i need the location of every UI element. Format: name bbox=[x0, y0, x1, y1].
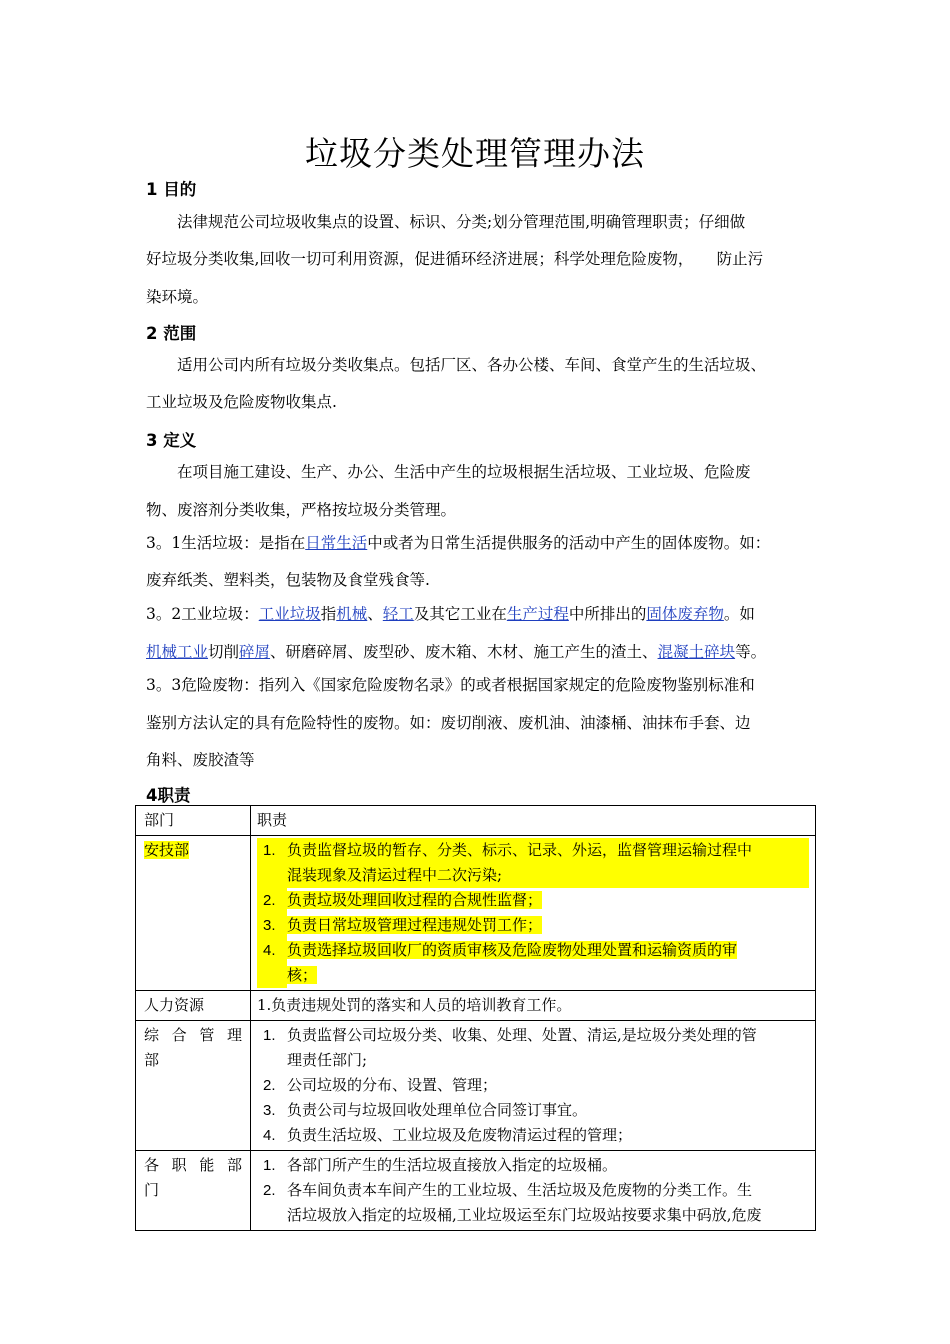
text: 切削 bbox=[208, 643, 240, 661]
table-row bbox=[136, 836, 816, 991]
section-3-line-2: 物、废溶剂分类收集，严格按垃圾分类管理。 bbox=[146, 501, 457, 519]
definition-3-3-line-3: 角料、废胶渣等 bbox=[146, 751, 255, 769]
line-1: 负责选择垃圾回收厂的资质审核及危险废物处理处置和运输资质的审 bbox=[287, 941, 738, 959]
list-number: 1. bbox=[263, 842, 276, 859]
definition-3-1-line-1 bbox=[146, 524, 826, 562]
list-item bbox=[257, 1123, 809, 1148]
definition-3-2-line-1 bbox=[146, 595, 826, 633]
list-text bbox=[287, 1178, 809, 1228]
list-number: 2. bbox=[263, 1077, 276, 1094]
section-2-heading: 2 范围 bbox=[146, 324, 197, 343]
table-row bbox=[136, 1151, 816, 1231]
duty-cell: 1.负责违规处罚的落实和人员的培训教育工作。 bbox=[251, 991, 816, 1021]
dept-cell bbox=[136, 1151, 251, 1231]
list-text: 公司垃圾的分布、设置、管理； bbox=[287, 1076, 498, 1094]
definition-3-1-prefix: 3。1生活垃圾：是指在 bbox=[146, 534, 306, 552]
list-text bbox=[287, 888, 809, 913]
text: 指 bbox=[320, 605, 337, 623]
list-item bbox=[257, 938, 809, 988]
text: 、 bbox=[367, 605, 383, 623]
list-text bbox=[287, 838, 809, 888]
duty-cell bbox=[251, 1021, 816, 1151]
text: 等。 bbox=[735, 643, 767, 661]
line-2: 活垃圾放入指定的垃圾桶,工业垃圾运至东门垃圾站按要求集中码放,危废 bbox=[287, 1206, 762, 1224]
link-concrete-fragments[interactable]: 混凝土碎块 bbox=[657, 643, 736, 661]
list-number: 2. bbox=[263, 1182, 276, 1199]
dept-name-line-1: 各职能部 bbox=[144, 1156, 242, 1174]
line-2: 理责任部门; bbox=[287, 1051, 368, 1069]
text: 、研磨碎屑、废型砂、废木箱、木材、施工产生的渣土、 bbox=[270, 643, 658, 661]
section-1-line-2: 好垃圾分类收集,回收一切可利用资源，促进循环经济进展；科学处理危险废物， 防止污 bbox=[146, 250, 764, 268]
table-header-row bbox=[136, 806, 816, 836]
link-light-industry[interactable]: 轻工 bbox=[382, 605, 414, 623]
line-1: 负责监督公司垃圾分类、收集、处理、处置、清运,是垃圾分类处理的管 bbox=[287, 1026, 757, 1044]
definition-3-1-line-2: 废弃纸类、塑料类，包装物及食堂残食等. bbox=[146, 571, 430, 589]
dept-cell bbox=[136, 1021, 251, 1151]
section-1-heading: 1 目的 bbox=[146, 180, 197, 199]
link-solid-waste[interactable]: 固体废弃物 bbox=[646, 605, 724, 623]
list-text: 负责生活垃圾、工业垃圾及危废物清运过程的管理； bbox=[287, 1126, 633, 1144]
list-number: 1. bbox=[263, 1027, 276, 1044]
dept-name-line-2: 门 bbox=[144, 1181, 160, 1199]
list-text bbox=[287, 1023, 809, 1073]
link-chips[interactable]: 碎屑 bbox=[239, 643, 271, 661]
list-text bbox=[287, 938, 809, 988]
list-text bbox=[287, 913, 809, 938]
list-number: 3. bbox=[257, 913, 287, 938]
header-dept: 部门 bbox=[136, 806, 251, 836]
section-1-line-3: 染环境。 bbox=[146, 288, 209, 306]
list-number: 3. bbox=[263, 1102, 276, 1119]
list-item bbox=[257, 888, 809, 913]
section-1-line-1: 法律规范公司垃圾收集点的设置、标识、分类;划分管理范围,明确管理职责；仔细做 bbox=[146, 213, 746, 231]
text: 中所排出的 bbox=[568, 605, 647, 623]
list-item bbox=[257, 913, 809, 938]
header-duty: 职责 bbox=[251, 806, 816, 836]
list-item bbox=[257, 1098, 809, 1123]
list-item bbox=[257, 1153, 809, 1178]
list-number: 2. bbox=[257, 888, 287, 913]
link-industrial-waste[interactable]: 工业垃圾 bbox=[258, 605, 321, 623]
line-1: 负责垃圾处理回收过程的合规性监督； bbox=[287, 891, 543, 909]
list-item bbox=[257, 838, 809, 888]
dept-name: 安技部 bbox=[144, 841, 190, 859]
section-4-heading: 4职责 bbox=[146, 786, 191, 805]
line-1: 各车间负责本车间产生的工业垃圾、生活垃圾及危废物的分类工作。生 bbox=[287, 1181, 753, 1199]
dept-name-line-2: 部 bbox=[144, 1051, 160, 1069]
dept-cell: 人力资源 bbox=[136, 991, 251, 1021]
link-mechanical-industry[interactable]: 机械工业 bbox=[146, 643, 209, 661]
duty-cell bbox=[251, 1151, 816, 1231]
duty-cell bbox=[251, 836, 816, 991]
text: 。如 bbox=[723, 605, 755, 623]
line-1: 负责日常垃圾管理过程违规处罚工作； bbox=[287, 916, 543, 934]
dept-cell bbox=[136, 836, 251, 991]
definition-3-3-line-1: 3。3危险废物：指列入《国家危险废物名录》的或者根据国家规定的危险废物鉴别标准和 bbox=[146, 676, 755, 694]
list-text: 负责公司与垃圾回收处理单位合同签订事宜。 bbox=[287, 1101, 588, 1119]
responsibility-table bbox=[135, 805, 816, 1231]
dept-name-line-1: 综合管理 bbox=[144, 1026, 242, 1044]
line-1: 负责监督垃圾的暂存、分类、标示、记录、外运，监督管理运输过程中 bbox=[287, 841, 753, 859]
section-3-heading: 3 定义 bbox=[146, 431, 197, 450]
list-number: 1. bbox=[263, 1157, 276, 1174]
link-production-process[interactable]: 生产过程 bbox=[506, 605, 569, 623]
list-item bbox=[257, 1178, 809, 1228]
list-number: 4. bbox=[263, 1127, 276, 1144]
definition-3-2-prefix: 3。2工业垃圾： bbox=[146, 605, 259, 623]
link-machinery[interactable]: 机械 bbox=[336, 605, 368, 623]
list-item bbox=[257, 1023, 809, 1073]
list-text: 各部门所产生的生活垃圾直接放入指定的垃圾桶。 bbox=[287, 1156, 618, 1174]
table-row bbox=[136, 1021, 816, 1151]
table-row bbox=[136, 991, 816, 1021]
line-2: 混装现象及清运过程中二次污染; bbox=[287, 866, 503, 884]
definition-3-1-text: 中或者为日常生活提供服务的活动中产生的固体废物。如： bbox=[367, 534, 771, 552]
list-number: 4. bbox=[257, 938, 287, 988]
text: 及其它工业在 bbox=[413, 605, 507, 623]
list-item bbox=[257, 1073, 809, 1098]
line-2: 核； bbox=[287, 966, 318, 984]
section-2-line-1: 适用公司内所有垃圾分类收集点。包括厂区、各办公楼、车间、食堂产生的生活垃圾、 bbox=[146, 356, 767, 374]
document-title: 垃圾分类处理管理办法 bbox=[305, 134, 645, 173]
section-2-line-2: 工业垃圾及危险废物收集点. bbox=[146, 393, 337, 411]
link-daily-life[interactable]: 日常生活 bbox=[305, 534, 368, 552]
definition-3-3-line-2: 鉴别方法认定的具有危险特性的废物。如：废切削液、废机油、油漆桶、油抹布手套、边 bbox=[146, 714, 751, 732]
section-3-line-1: 在项目施工建设、生产、办公、生活中产生的垃圾根据生活垃圾、工业垃圾、危险废 bbox=[146, 463, 751, 481]
